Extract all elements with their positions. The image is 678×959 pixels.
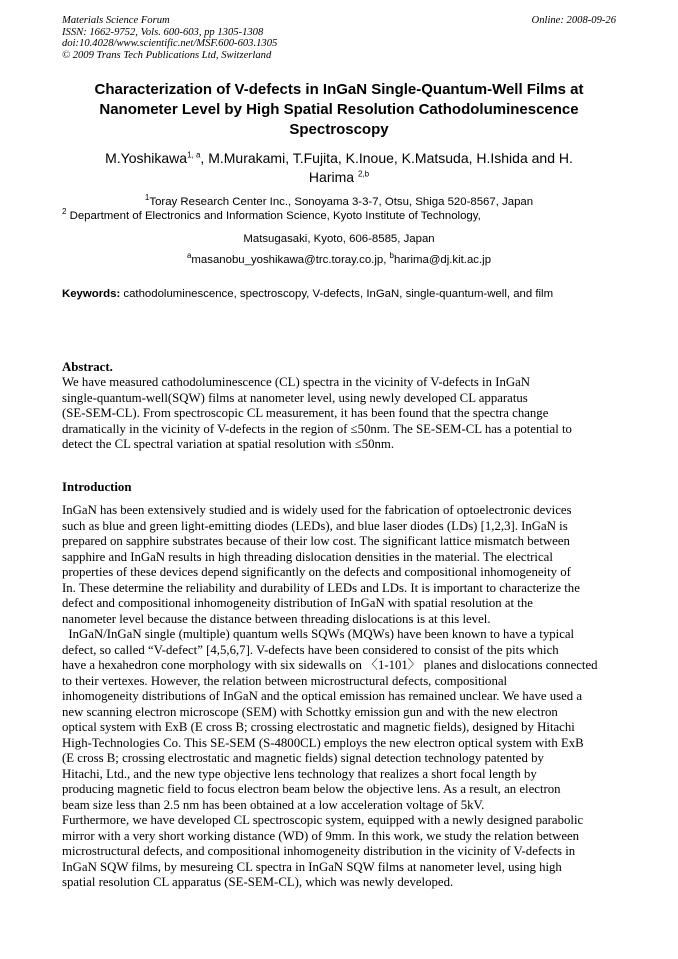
journal-name: Materials Science Forum <box>62 15 170 26</box>
affiliation-marker: 1 <box>144 193 150 203</box>
author-line <box>62 168 616 187</box>
affiliation-1 <box>62 195 616 209</box>
title-line: Characterization of V-defects in InGaN Single-Quantum-Well Films at <box>94 81 584 98</box>
author-names: , M.Murakami, T.Fujita, K.Inoue, K.Matsuda, H.Ishida and H. <box>200 150 573 166</box>
intro-line: have a hexahedron cone morphology with six sidewalls on 〈1-101〉 planes and dislocations connected <box>62 658 598 672</box>
email-line <box>62 253 616 267</box>
intro-line: prepared on sapphire substrates because of their low cost. The significant lattice mismatch between <box>62 534 570 548</box>
journal-header <box>62 15 616 61</box>
affiliation-text: Matsugasaki, Kyoto, 606-8585, Japan <box>243 233 435 245</box>
email-address: harima@dj.kit.ac.jp <box>394 254 492 266</box>
abstract-body <box>62 375 622 453</box>
paper-title <box>62 80 616 140</box>
keywords <box>62 287 622 302</box>
intro-line: optical system with ExB (E cross B; crossing electrostatic and magnetic fields), designed by Hitachi <box>62 720 575 734</box>
intro-line: spatial resolution CL apparatus (SE-SEM-CL), which was newly developed. <box>62 875 454 889</box>
intro-line: InGaN/InGaN single (multiple) quantum wells SQWs (MQWs) have been known to have a typical <box>62 627 575 641</box>
intro-line: inhomogeneity distributions of InGaN and the optical emission has remained unclear. We have used a <box>62 689 583 703</box>
abstract-line: We have measured cathodoluminescence (CL) spectra in the vicinity of V-defects in InGaN <box>62 375 531 389</box>
intro-line: InGaN SQW films, by mesureing CL spectra in InGaN SQW films at nanometer level, using high <box>62 859 562 874</box>
intro-line: Hitachi, Ltd., and the new type objective lens technology that realizes a short focal length by <box>62 766 537 781</box>
abstract-line: detect the CL spectral variation at spatial resolution with ≤50nm. <box>62 437 395 451</box>
intro-line: sapphire and InGaN results in high threading dislocation densities in the material. The electrical <box>62 549 553 564</box>
intro-line: Furthermore, we have developed CL spectroscopic system, equipped with a newly designed parabolic <box>62 813 584 827</box>
author-affiliation-marker: 1, a <box>187 150 201 160</box>
introduction-heading: Introduction <box>62 480 132 494</box>
intro-line: microstructural defects, and compositional inhomogeneity distribution in the vicinity of V-defects in <box>62 844 576 858</box>
affiliation-2-continued <box>62 232 616 246</box>
intro-line: High-Technologies Co. This SE-SEM (S-4800CL) employs the new electron optical system with ExB <box>62 735 584 750</box>
affiliation-marker: 2 <box>62 207 67 217</box>
intro-line: to their vertexes. However, the relation between microstructural defects, compositional <box>62 673 508 688</box>
doi-line: doi:10.4028/www.scientific.net/MSF.600-603.1305 <box>62 38 278 50</box>
keywords-text: cathodoluminescence, spectroscopy, V-defects, InGaN, single-quantum-well, and film <box>120 288 554 300</box>
introduction-body <box>62 503 622 891</box>
title-line: Spectroscopy <box>289 121 389 138</box>
abstract-line: dramatically in the vicinity of V-defects in the region of ≤50nm. The SE-SEM-CL has a potential to <box>62 421 572 436</box>
author-line <box>62 149 616 168</box>
affiliation-text: Department of Electronics and Information Science, Kyoto Institute of Technology, <box>66 210 481 222</box>
affiliation-2 <box>62 209 616 223</box>
intro-line: properties of these devices depend significantly on the defects and compositional inhomogeneity of <box>62 565 571 579</box>
keywords-label: Keywords: <box>62 288 121 300</box>
intro-line: nanometer level because the distance between threading dislocations is at this level. <box>62 611 491 626</box>
abstract-line: (SE-SEM-CL). From spectroscopic CL measurement, it has been found that the spectra change <box>62 406 549 420</box>
abstract-heading: Abstract. <box>62 360 113 374</box>
affiliation-text: Toray Research Center Inc., Sonoyama 3-3-7, Otsu, Shiga 520-8567, Japan <box>149 196 534 208</box>
abstract-line: single-quantum-well(SQW) films at nanometer level, using newly developed CL apparatus <box>62 390 528 405</box>
author-list <box>62 149 616 187</box>
intro-line: (E cross B; crossing electrostatic and magnetic fields) signal detection technology patented by <box>62 751 544 765</box>
intro-line: beam size less than 2.5 nm has been obtained at a low acceleration voltage of 5kV. <box>62 797 485 812</box>
intro-line: In. These determine the reliability and durability of LEDs and LDs. It is important to characterize the <box>62 580 580 595</box>
intro-line: producing magnetic field to focus electron beam below the objective lens. As a result, an electron <box>62 782 561 796</box>
author-name: M.Yoshikawa <box>105 150 188 166</box>
email-marker: b <box>389 251 394 261</box>
author-name: Harima <box>308 169 358 185</box>
copyright-line: © 2009 Trans Tech Publications Ltd, Switzerland <box>62 49 272 61</box>
intro-line: mirror with a very short working distance (WD) of 9mm. In this work, we study the relation between <box>62 828 580 843</box>
intro-line: InGaN has been extensively studied and is widely used for the fabrication of optoelectronic devices <box>62 503 572 517</box>
online-date: Online: 2008-09-26 <box>531 15 616 26</box>
email-address: masanobu_yoshikawa@trc.toray.co.jp, <box>191 254 390 266</box>
intro-line: new scanning electron microscope (SEM) with Schottky emission gun and with the new electron <box>62 704 558 719</box>
title-line: Nanometer Level by High Spatial Resolution Cathodoluminescence <box>99 101 579 118</box>
intro-line: defect, so called “V-defect” [4,5,6,7]. V-defects have been considered to consist of the pits which <box>62 642 559 657</box>
email-marker: a <box>186 251 192 261</box>
intro-line: defect and compositional inhomogeneity distribution of InGaN with spatial resolution at the <box>62 596 533 610</box>
issn-line: ISSN: 1662-9752, Vols. 600-603, pp 1305-1308 <box>62 26 264 38</box>
author-affiliation-marker: 2,b <box>357 169 370 179</box>
intro-line: such as blue and green light-emitting diodes (LEDs), and blue laser diodes (LDs) [1,2,3]. InGaN is <box>62 518 568 533</box>
